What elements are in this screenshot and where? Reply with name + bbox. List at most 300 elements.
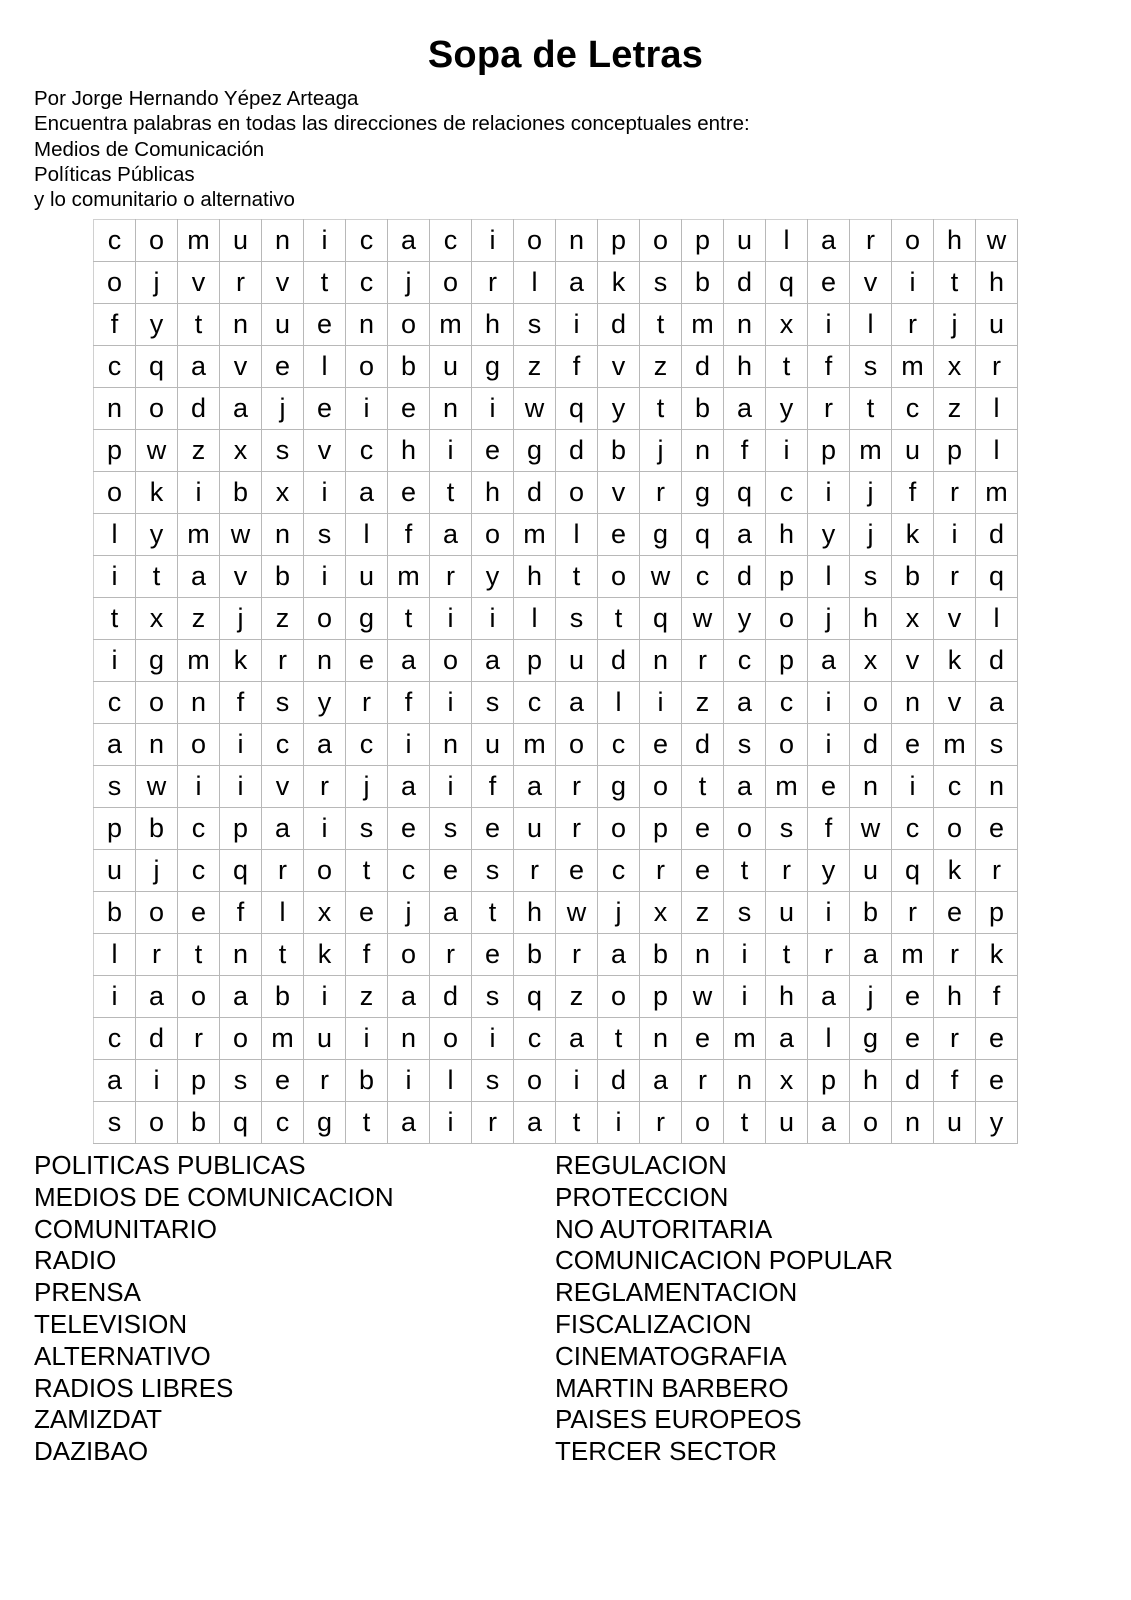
grid-cell[interactable]: o bbox=[598, 808, 640, 850]
grid-cell[interactable]: l bbox=[514, 262, 556, 304]
grid-cell[interactable]: l bbox=[976, 430, 1018, 472]
grid-cell[interactable]: v bbox=[892, 640, 934, 682]
grid-cell[interactable]: g bbox=[682, 472, 724, 514]
grid-cell[interactable]: e bbox=[178, 892, 220, 934]
grid-cell[interactable]: p bbox=[934, 430, 976, 472]
grid-cell[interactable]: c bbox=[178, 808, 220, 850]
grid-cell[interactable]: p bbox=[94, 808, 136, 850]
grid-cell[interactable]: r bbox=[556, 766, 598, 808]
grid-cell[interactable]: p bbox=[94, 430, 136, 472]
grid-cell[interactable]: e bbox=[430, 850, 472, 892]
grid-cell[interactable]: o bbox=[514, 220, 556, 262]
grid-cell[interactable]: i bbox=[430, 598, 472, 640]
grid-cell[interactable]: u bbox=[556, 640, 598, 682]
grid-cell[interactable]: a bbox=[514, 766, 556, 808]
grid-cell[interactable]: v bbox=[262, 766, 304, 808]
grid-cell[interactable]: n bbox=[682, 430, 724, 472]
grid-cell[interactable]: m bbox=[262, 1018, 304, 1060]
grid-cell[interactable]: d bbox=[514, 472, 556, 514]
grid-cell[interactable]: r bbox=[472, 1102, 514, 1144]
grid-cell[interactable]: s bbox=[724, 724, 766, 766]
grid-cell[interactable]: a bbox=[430, 892, 472, 934]
grid-cell[interactable]: r bbox=[304, 766, 346, 808]
grid-cell[interactable]: u bbox=[346, 556, 388, 598]
grid-cell[interactable]: e bbox=[976, 1060, 1018, 1102]
grid-cell[interactable]: t bbox=[178, 934, 220, 976]
grid-cell[interactable]: l bbox=[304, 346, 346, 388]
grid-cell[interactable]: q bbox=[976, 556, 1018, 598]
grid-cell[interactable]: e bbox=[556, 850, 598, 892]
grid-cell[interactable]: h bbox=[934, 220, 976, 262]
grid-cell[interactable]: e bbox=[808, 766, 850, 808]
grid-cell[interactable]: e bbox=[304, 388, 346, 430]
grid-cell[interactable]: r bbox=[682, 1060, 724, 1102]
grid-cell[interactable]: u bbox=[934, 1102, 976, 1144]
grid-cell[interactable]: e bbox=[346, 892, 388, 934]
grid-cell[interactable]: h bbox=[514, 556, 556, 598]
grid-cell[interactable]: w bbox=[556, 892, 598, 934]
grid-cell[interactable]: u bbox=[976, 304, 1018, 346]
grid-cell[interactable]: x bbox=[304, 892, 346, 934]
grid-cell[interactable]: m bbox=[724, 1018, 766, 1060]
grid-cell[interactable]: s bbox=[514, 304, 556, 346]
grid-cell[interactable]: b bbox=[640, 934, 682, 976]
grid-cell[interactable]: c bbox=[346, 220, 388, 262]
grid-cell[interactable]: f bbox=[808, 808, 850, 850]
grid-cell[interactable]: j bbox=[388, 262, 430, 304]
grid-cell[interactable]: d bbox=[976, 640, 1018, 682]
grid-cell[interactable]: r bbox=[430, 934, 472, 976]
grid-cell[interactable]: d bbox=[178, 388, 220, 430]
grid-cell[interactable]: t bbox=[262, 934, 304, 976]
grid-cell[interactable]: n bbox=[94, 388, 136, 430]
grid-cell[interactable]: a bbox=[388, 220, 430, 262]
grid-cell[interactable]: y bbox=[304, 682, 346, 724]
grid-cell[interactable]: a bbox=[808, 1102, 850, 1144]
grid-cell[interactable]: a bbox=[136, 976, 178, 1018]
grid-cell[interactable]: d bbox=[850, 724, 892, 766]
grid-cell[interactable]: i bbox=[388, 1060, 430, 1102]
grid-cell[interactable]: k bbox=[598, 262, 640, 304]
grid-cell[interactable]: f bbox=[976, 976, 1018, 1018]
grid-cell[interactable]: s bbox=[556, 598, 598, 640]
grid-cell[interactable]: p bbox=[766, 556, 808, 598]
grid-cell[interactable]: e bbox=[892, 1018, 934, 1060]
grid-cell[interactable]: j bbox=[934, 304, 976, 346]
grid-cell[interactable]: c bbox=[388, 850, 430, 892]
grid-cell[interactable]: h bbox=[472, 304, 514, 346]
grid-cell[interactable]: a bbox=[262, 808, 304, 850]
grid-cell[interactable]: s bbox=[766, 808, 808, 850]
grid-cell[interactable]: z bbox=[556, 976, 598, 1018]
grid-cell[interactable]: m bbox=[178, 220, 220, 262]
grid-cell[interactable]: q bbox=[556, 388, 598, 430]
grid-cell[interactable]: n bbox=[304, 640, 346, 682]
grid-cell[interactable]: o bbox=[388, 934, 430, 976]
grid-cell[interactable]: s bbox=[472, 850, 514, 892]
grid-cell[interactable]: p bbox=[514, 640, 556, 682]
grid-cell[interactable]: t bbox=[430, 472, 472, 514]
grid-cell[interactable]: w bbox=[850, 808, 892, 850]
grid-cell[interactable]: r bbox=[178, 1018, 220, 1060]
grid-cell[interactable]: o bbox=[766, 598, 808, 640]
grid-cell[interactable]: w bbox=[220, 514, 262, 556]
grid-cell[interactable]: r bbox=[682, 640, 724, 682]
grid-cell[interactable]: c bbox=[514, 682, 556, 724]
grid-cell[interactable]: s bbox=[94, 766, 136, 808]
grid-cell[interactable]: j bbox=[598, 892, 640, 934]
grid-cell[interactable]: t bbox=[556, 556, 598, 598]
grid-cell[interactable]: f bbox=[892, 472, 934, 514]
grid-cell[interactable]: z bbox=[346, 976, 388, 1018]
grid-cell[interactable]: w bbox=[136, 766, 178, 808]
grid-cell[interactable]: m bbox=[388, 556, 430, 598]
grid-cell[interactable]: c bbox=[346, 262, 388, 304]
grid-cell[interactable]: f bbox=[220, 892, 262, 934]
grid-cell[interactable]: u bbox=[304, 1018, 346, 1060]
grid-cell[interactable]: o bbox=[388, 304, 430, 346]
grid-cell[interactable]: o bbox=[136, 220, 178, 262]
grid-cell[interactable]: h bbox=[850, 1060, 892, 1102]
grid-cell[interactable]: j bbox=[850, 472, 892, 514]
grid-cell[interactable]: b bbox=[892, 556, 934, 598]
grid-cell[interactable]: o bbox=[430, 1018, 472, 1060]
grid-cell[interactable]: k bbox=[892, 514, 934, 556]
grid-cell[interactable]: s bbox=[220, 1060, 262, 1102]
grid-cell[interactable]: i bbox=[220, 724, 262, 766]
grid-cell[interactable]: c bbox=[892, 808, 934, 850]
grid-cell[interactable]: d bbox=[556, 430, 598, 472]
grid-cell[interactable]: c bbox=[346, 724, 388, 766]
grid-cell[interactable]: l bbox=[850, 304, 892, 346]
grid-cell[interactable]: t bbox=[640, 304, 682, 346]
grid-cell[interactable]: d bbox=[976, 514, 1018, 556]
grid-cell[interactable]: r bbox=[934, 1018, 976, 1060]
grid-cell[interactable]: w bbox=[640, 556, 682, 598]
grid-cell[interactable]: d bbox=[682, 724, 724, 766]
grid-cell[interactable]: l bbox=[262, 892, 304, 934]
grid-cell[interactable]: r bbox=[976, 346, 1018, 388]
grid-cell[interactable]: y bbox=[976, 1102, 1018, 1144]
grid-cell[interactable]: k bbox=[934, 850, 976, 892]
grid-cell[interactable]: l bbox=[94, 514, 136, 556]
grid-cell[interactable]: a bbox=[808, 220, 850, 262]
grid-cell[interactable]: o bbox=[598, 976, 640, 1018]
grid-cell[interactable]: h bbox=[766, 976, 808, 1018]
grid-cell[interactable]: b bbox=[514, 934, 556, 976]
grid-cell[interactable]: j bbox=[262, 388, 304, 430]
grid-cell[interactable]: j bbox=[850, 976, 892, 1018]
grid-cell[interactable]: i bbox=[808, 724, 850, 766]
grid-cell[interactable]: t bbox=[640, 388, 682, 430]
grid-cell[interactable]: a bbox=[556, 1018, 598, 1060]
grid-cell[interactable]: c bbox=[430, 220, 472, 262]
grid-cell[interactable]: n bbox=[346, 304, 388, 346]
grid-cell[interactable]: n bbox=[682, 934, 724, 976]
grid-cell[interactable]: s bbox=[262, 430, 304, 472]
grid-cell[interactable]: f bbox=[388, 682, 430, 724]
grid-cell[interactable]: v bbox=[598, 472, 640, 514]
grid-cell[interactable]: n bbox=[850, 766, 892, 808]
grid-cell[interactable]: l bbox=[976, 388, 1018, 430]
grid-cell[interactable]: l bbox=[346, 514, 388, 556]
grid-cell[interactable]: a bbox=[514, 1102, 556, 1144]
grid-cell[interactable]: i bbox=[472, 1018, 514, 1060]
grid-cell[interactable]: e bbox=[892, 976, 934, 1018]
grid-cell[interactable]: x bbox=[640, 892, 682, 934]
grid-cell[interactable]: m bbox=[682, 304, 724, 346]
grid-cell[interactable]: z bbox=[682, 682, 724, 724]
grid-cell[interactable]: a bbox=[430, 514, 472, 556]
grid-cell[interactable]: z bbox=[178, 430, 220, 472]
grid-cell[interactable]: x bbox=[136, 598, 178, 640]
grid-cell[interactable]: p bbox=[976, 892, 1018, 934]
grid-cell[interactable]: u bbox=[472, 724, 514, 766]
grid-cell[interactable]: i bbox=[556, 304, 598, 346]
grid-cell[interactable]: n bbox=[976, 766, 1018, 808]
grid-cell[interactable]: o bbox=[850, 1102, 892, 1144]
grid-cell[interactable]: q bbox=[724, 472, 766, 514]
grid-cell[interactable]: m bbox=[514, 724, 556, 766]
grid-cell[interactable]: s bbox=[472, 976, 514, 1018]
grid-cell[interactable]: a bbox=[556, 682, 598, 724]
grid-cell[interactable]: q bbox=[682, 514, 724, 556]
grid-cell[interactable]: o bbox=[136, 892, 178, 934]
grid-cell[interactable]: l bbox=[94, 934, 136, 976]
grid-cell[interactable]: i bbox=[304, 472, 346, 514]
grid-cell[interactable]: l bbox=[556, 514, 598, 556]
grid-cell[interactable]: y bbox=[598, 388, 640, 430]
grid-cell[interactable]: x bbox=[766, 304, 808, 346]
grid-cell[interactable]: d bbox=[598, 304, 640, 346]
grid-cell[interactable]: o bbox=[304, 850, 346, 892]
grid-cell[interactable]: u bbox=[94, 850, 136, 892]
grid-cell[interactable]: i bbox=[178, 472, 220, 514]
grid-cell[interactable]: j bbox=[346, 766, 388, 808]
grid-cell[interactable]: b bbox=[682, 388, 724, 430]
grid-cell[interactable]: i bbox=[766, 430, 808, 472]
grid-cell[interactable]: l bbox=[766, 220, 808, 262]
grid-cell[interactable]: l bbox=[808, 556, 850, 598]
grid-cell[interactable]: r bbox=[934, 556, 976, 598]
grid-cell[interactable]: h bbox=[472, 472, 514, 514]
grid-cell[interactable]: g bbox=[472, 346, 514, 388]
grid-cell[interactable]: o bbox=[850, 682, 892, 724]
grid-cell[interactable]: y bbox=[766, 388, 808, 430]
grid-cell[interactable]: i bbox=[892, 766, 934, 808]
grid-cell[interactable]: z bbox=[640, 346, 682, 388]
grid-cell[interactable]: s bbox=[640, 262, 682, 304]
grid-cell[interactable]: x bbox=[766, 1060, 808, 1102]
grid-cell[interactable]: s bbox=[976, 724, 1018, 766]
grid-cell[interactable]: y bbox=[808, 514, 850, 556]
grid-cell[interactable]: n bbox=[724, 304, 766, 346]
grid-cell[interactable]: e bbox=[304, 304, 346, 346]
grid-cell[interactable]: r bbox=[304, 1060, 346, 1102]
grid-cell[interactable]: c bbox=[934, 766, 976, 808]
grid-cell[interactable]: q bbox=[514, 976, 556, 1018]
grid-cell[interactable]: t bbox=[850, 388, 892, 430]
grid-cell[interactable]: n bbox=[724, 1060, 766, 1102]
grid-cell[interactable]: g bbox=[640, 514, 682, 556]
grid-cell[interactable]: r bbox=[556, 934, 598, 976]
grid-cell[interactable]: d bbox=[136, 1018, 178, 1060]
grid-cell[interactable]: r bbox=[220, 262, 262, 304]
grid-cell[interactable]: h bbox=[976, 262, 1018, 304]
grid-cell[interactable]: g bbox=[598, 766, 640, 808]
grid-cell[interactable]: n bbox=[136, 724, 178, 766]
grid-cell[interactable]: t bbox=[598, 598, 640, 640]
grid-cell[interactable]: l bbox=[514, 598, 556, 640]
grid-cell[interactable]: c bbox=[262, 724, 304, 766]
grid-cell[interactable]: v bbox=[220, 556, 262, 598]
grid-cell[interactable]: o bbox=[136, 388, 178, 430]
grid-cell[interactable]: c bbox=[724, 640, 766, 682]
grid-cell[interactable]: f bbox=[934, 1060, 976, 1102]
grid-cell[interactable]: c bbox=[262, 1102, 304, 1144]
grid-cell[interactable]: a bbox=[178, 346, 220, 388]
grid-cell[interactable]: q bbox=[136, 346, 178, 388]
grid-cell[interactable]: f bbox=[94, 304, 136, 346]
grid-cell[interactable]: v bbox=[598, 346, 640, 388]
grid-cell[interactable]: k bbox=[136, 472, 178, 514]
grid-cell[interactable]: o bbox=[556, 472, 598, 514]
grid-cell[interactable]: k bbox=[220, 640, 262, 682]
grid-cell[interactable]: b bbox=[262, 556, 304, 598]
grid-cell[interactable]: o bbox=[136, 1102, 178, 1144]
grid-cell[interactable]: h bbox=[388, 430, 430, 472]
grid-cell[interactable]: n bbox=[430, 724, 472, 766]
grid-cell[interactable]: f bbox=[556, 346, 598, 388]
grid-cell[interactable]: e bbox=[262, 346, 304, 388]
grid-cell[interactable]: s bbox=[94, 1102, 136, 1144]
grid-cell[interactable]: t bbox=[94, 598, 136, 640]
grid-cell[interactable]: u bbox=[766, 892, 808, 934]
grid-cell[interactable]: i bbox=[640, 682, 682, 724]
grid-cell[interactable]: e bbox=[472, 430, 514, 472]
grid-cell[interactable]: t bbox=[472, 892, 514, 934]
grid-cell[interactable]: c bbox=[346, 430, 388, 472]
grid-cell[interactable]: g bbox=[136, 640, 178, 682]
grid-cell[interactable]: s bbox=[850, 556, 892, 598]
grid-cell[interactable]: t bbox=[346, 1102, 388, 1144]
grid-cell[interactable]: o bbox=[430, 640, 472, 682]
grid-cell[interactable]: x bbox=[262, 472, 304, 514]
grid-cell[interactable]: e bbox=[388, 808, 430, 850]
grid-cell[interactable]: l bbox=[808, 1018, 850, 1060]
grid-cell[interactable]: p bbox=[640, 976, 682, 1018]
grid-cell[interactable]: j bbox=[850, 514, 892, 556]
grid-cell[interactable]: c bbox=[682, 556, 724, 598]
grid-cell[interactable]: m bbox=[178, 640, 220, 682]
grid-cell[interactable]: a bbox=[94, 724, 136, 766]
grid-cell[interactable]: a bbox=[220, 976, 262, 1018]
grid-cell[interactable]: c bbox=[598, 724, 640, 766]
grid-cell[interactable]: w bbox=[682, 598, 724, 640]
grid-cell[interactable]: m bbox=[892, 934, 934, 976]
grid-cell[interactable]: d bbox=[430, 976, 472, 1018]
grid-cell[interactable]: c bbox=[178, 850, 220, 892]
grid-cell[interactable]: e bbox=[808, 262, 850, 304]
grid-cell[interactable]: c bbox=[892, 388, 934, 430]
grid-cell[interactable]: a bbox=[556, 262, 598, 304]
grid-cell[interactable]: m bbox=[430, 304, 472, 346]
grid-cell[interactable]: o bbox=[220, 1018, 262, 1060]
grid-cell[interactable]: n bbox=[640, 640, 682, 682]
grid-cell[interactable]: s bbox=[304, 514, 346, 556]
grid-cell[interactable]: a bbox=[724, 766, 766, 808]
grid-cell[interactable]: o bbox=[94, 472, 136, 514]
grid-cell[interactable]: i bbox=[934, 514, 976, 556]
grid-cell[interactable]: p bbox=[178, 1060, 220, 1102]
grid-cell[interactable]: w bbox=[514, 388, 556, 430]
grid-cell[interactable]: e bbox=[682, 1018, 724, 1060]
grid-cell[interactable]: q bbox=[640, 598, 682, 640]
grid-cell[interactable]: d bbox=[598, 1060, 640, 1102]
grid-cell[interactable]: q bbox=[220, 850, 262, 892]
grid-cell[interactable]: m bbox=[976, 472, 1018, 514]
grid-cell[interactable]: m bbox=[178, 514, 220, 556]
grid-cell[interactable]: t bbox=[934, 262, 976, 304]
grid-cell[interactable]: v bbox=[304, 430, 346, 472]
grid-cell[interactable]: n bbox=[556, 220, 598, 262]
grid-cell[interactable]: a bbox=[304, 724, 346, 766]
grid-cell[interactable]: o bbox=[766, 724, 808, 766]
grid-cell[interactable]: o bbox=[430, 262, 472, 304]
grid-cell[interactable]: p bbox=[682, 220, 724, 262]
grid-cell[interactable]: q bbox=[766, 262, 808, 304]
grid-cell[interactable]: a bbox=[388, 766, 430, 808]
grid-cell[interactable]: v bbox=[220, 346, 262, 388]
grid-cell[interactable]: r bbox=[640, 1102, 682, 1144]
grid-cell[interactable]: b bbox=[850, 892, 892, 934]
grid-cell[interactable]: n bbox=[262, 514, 304, 556]
grid-cell[interactable]: t bbox=[598, 1018, 640, 1060]
grid-cell[interactable]: m bbox=[892, 346, 934, 388]
grid-cell[interactable]: i bbox=[304, 220, 346, 262]
grid-cell[interactable]: h bbox=[514, 892, 556, 934]
grid-cell[interactable]: b bbox=[682, 262, 724, 304]
grid-cell[interactable]: b bbox=[346, 1060, 388, 1102]
grid-cell[interactable]: e bbox=[472, 934, 514, 976]
grid-cell[interactable]: q bbox=[220, 1102, 262, 1144]
grid-cell[interactable]: s bbox=[430, 808, 472, 850]
grid-cell[interactable]: c bbox=[94, 1018, 136, 1060]
grid-cell[interactable]: e bbox=[976, 1018, 1018, 1060]
grid-cell[interactable]: s bbox=[346, 808, 388, 850]
grid-cell[interactable]: i bbox=[430, 766, 472, 808]
grid-cell[interactable]: i bbox=[472, 598, 514, 640]
grid-cell[interactable]: a bbox=[850, 934, 892, 976]
grid-cell[interactable]: v bbox=[934, 598, 976, 640]
grid-cell[interactable]: r bbox=[430, 556, 472, 598]
grid-cell[interactable]: w bbox=[682, 976, 724, 1018]
grid-cell[interactable]: i bbox=[388, 724, 430, 766]
grid-cell[interactable]: t bbox=[388, 598, 430, 640]
grid-cell[interactable]: o bbox=[346, 346, 388, 388]
grid-cell[interactable]: e bbox=[976, 808, 1018, 850]
grid-cell[interactable]: h bbox=[766, 514, 808, 556]
grid-cell[interactable]: t bbox=[304, 262, 346, 304]
grid-cell[interactable]: b bbox=[136, 808, 178, 850]
grid-cell[interactable]: n bbox=[178, 682, 220, 724]
grid-cell[interactable]: a bbox=[388, 976, 430, 1018]
grid-cell[interactable]: r bbox=[850, 220, 892, 262]
grid-cell[interactable]: e bbox=[598, 514, 640, 556]
grid-cell[interactable]: g bbox=[346, 598, 388, 640]
grid-cell[interactable]: u bbox=[766, 1102, 808, 1144]
grid-cell[interactable]: o bbox=[598, 556, 640, 598]
